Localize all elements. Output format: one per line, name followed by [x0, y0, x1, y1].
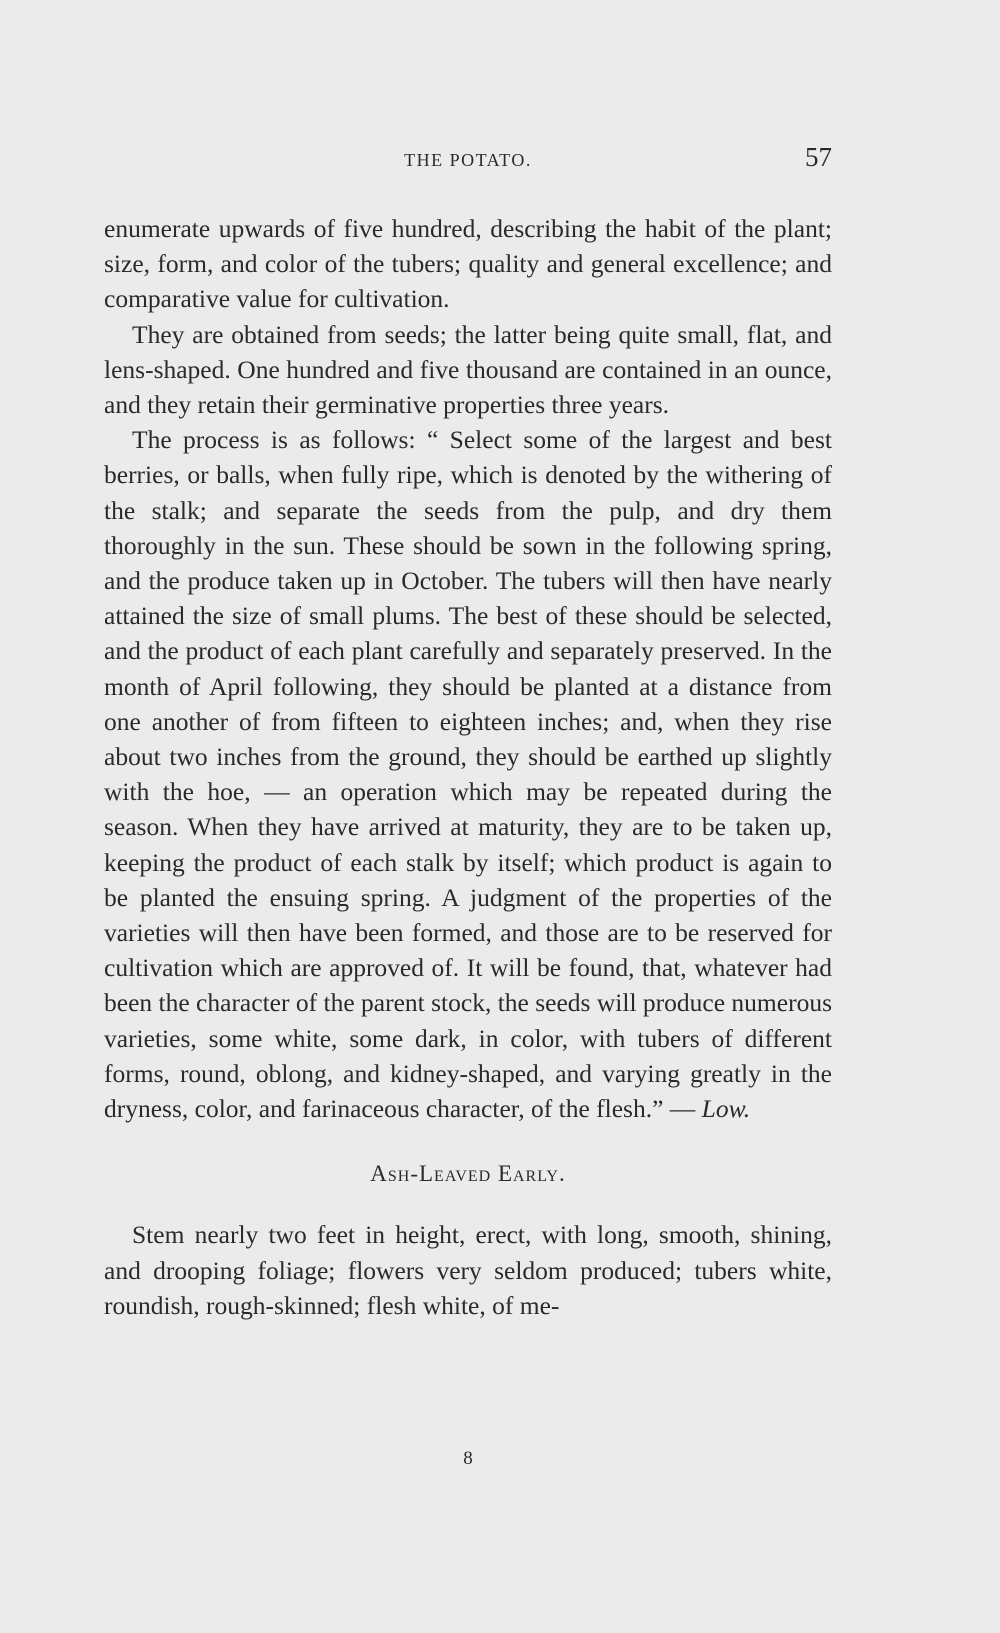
attribution: Low. [701, 1094, 751, 1124]
process-quote: The process is as follows: “ Select some of the largest and best berries, or balls, when fully ripe, which is denoted by the withering of the stalk; and separate the seeds from the pulp, and dry them thoroughly in the sun. These should be sown in the following spring, and the produce taken up in October. The tubers will then have nearly attained the size of small plums. The best of these should be selected, and the product of each plant carefully and separately preserved. In the month of April following, they should be planted at a distance from one another of from fifteen to eighteen inches; and, when they rise about two inches from the ground, they should be earthed up slightly with the hoe, — an operation which may be repeated during the season. When they have arrived at maturity, they are to be taken up, keeping the product of each stalk by itself; which product is again to be planted the ensuing spring. A judgment of the properties of the varieties will then have been formed, and those are to be reserved for cultivation which are approved of. It will be found, that, whatever had been the character of the parent stock, the seeds will produce numerous varieties, some white, some dark, in color, with tubers of different forms, round, oblong, and kidney-shaped, and varying greatly in the dryness, color, and farinaceous character, of the flesh.” — [104, 425, 832, 1124]
section-heading: Ash-Leaved Early. [370, 1161, 566, 1187]
paragraph-description: Stem nearly two feet in height, erect, with long, smooth, shining, and drooping foliage; flowers very seldom produced; tubers white, roundish, rough-skinned; flesh white, of me- [104, 1220, 832, 1320]
page-number: 57 [805, 142, 832, 172]
running-head [104, 140, 832, 180]
paragraph-process [104, 422, 832, 1126]
paragraph-seeds: They are obtained from seeds; the latter being quite small, flat, and lens-shaped. One hundred and five thousand are contained in an ounce, and they retain their germinative properties three years. [104, 319, 832, 420]
signature-mark: 8 [463, 1448, 473, 1469]
paragraph-continued: enumerate upwards of five hundred, describing the habit of the plant; size, form, and color of the tubers; quality and general excellence; and comparative value for cultivation. [104, 214, 832, 314]
running-title: THE POTATO. [404, 150, 532, 170]
body-text [104, 211, 832, 1323]
